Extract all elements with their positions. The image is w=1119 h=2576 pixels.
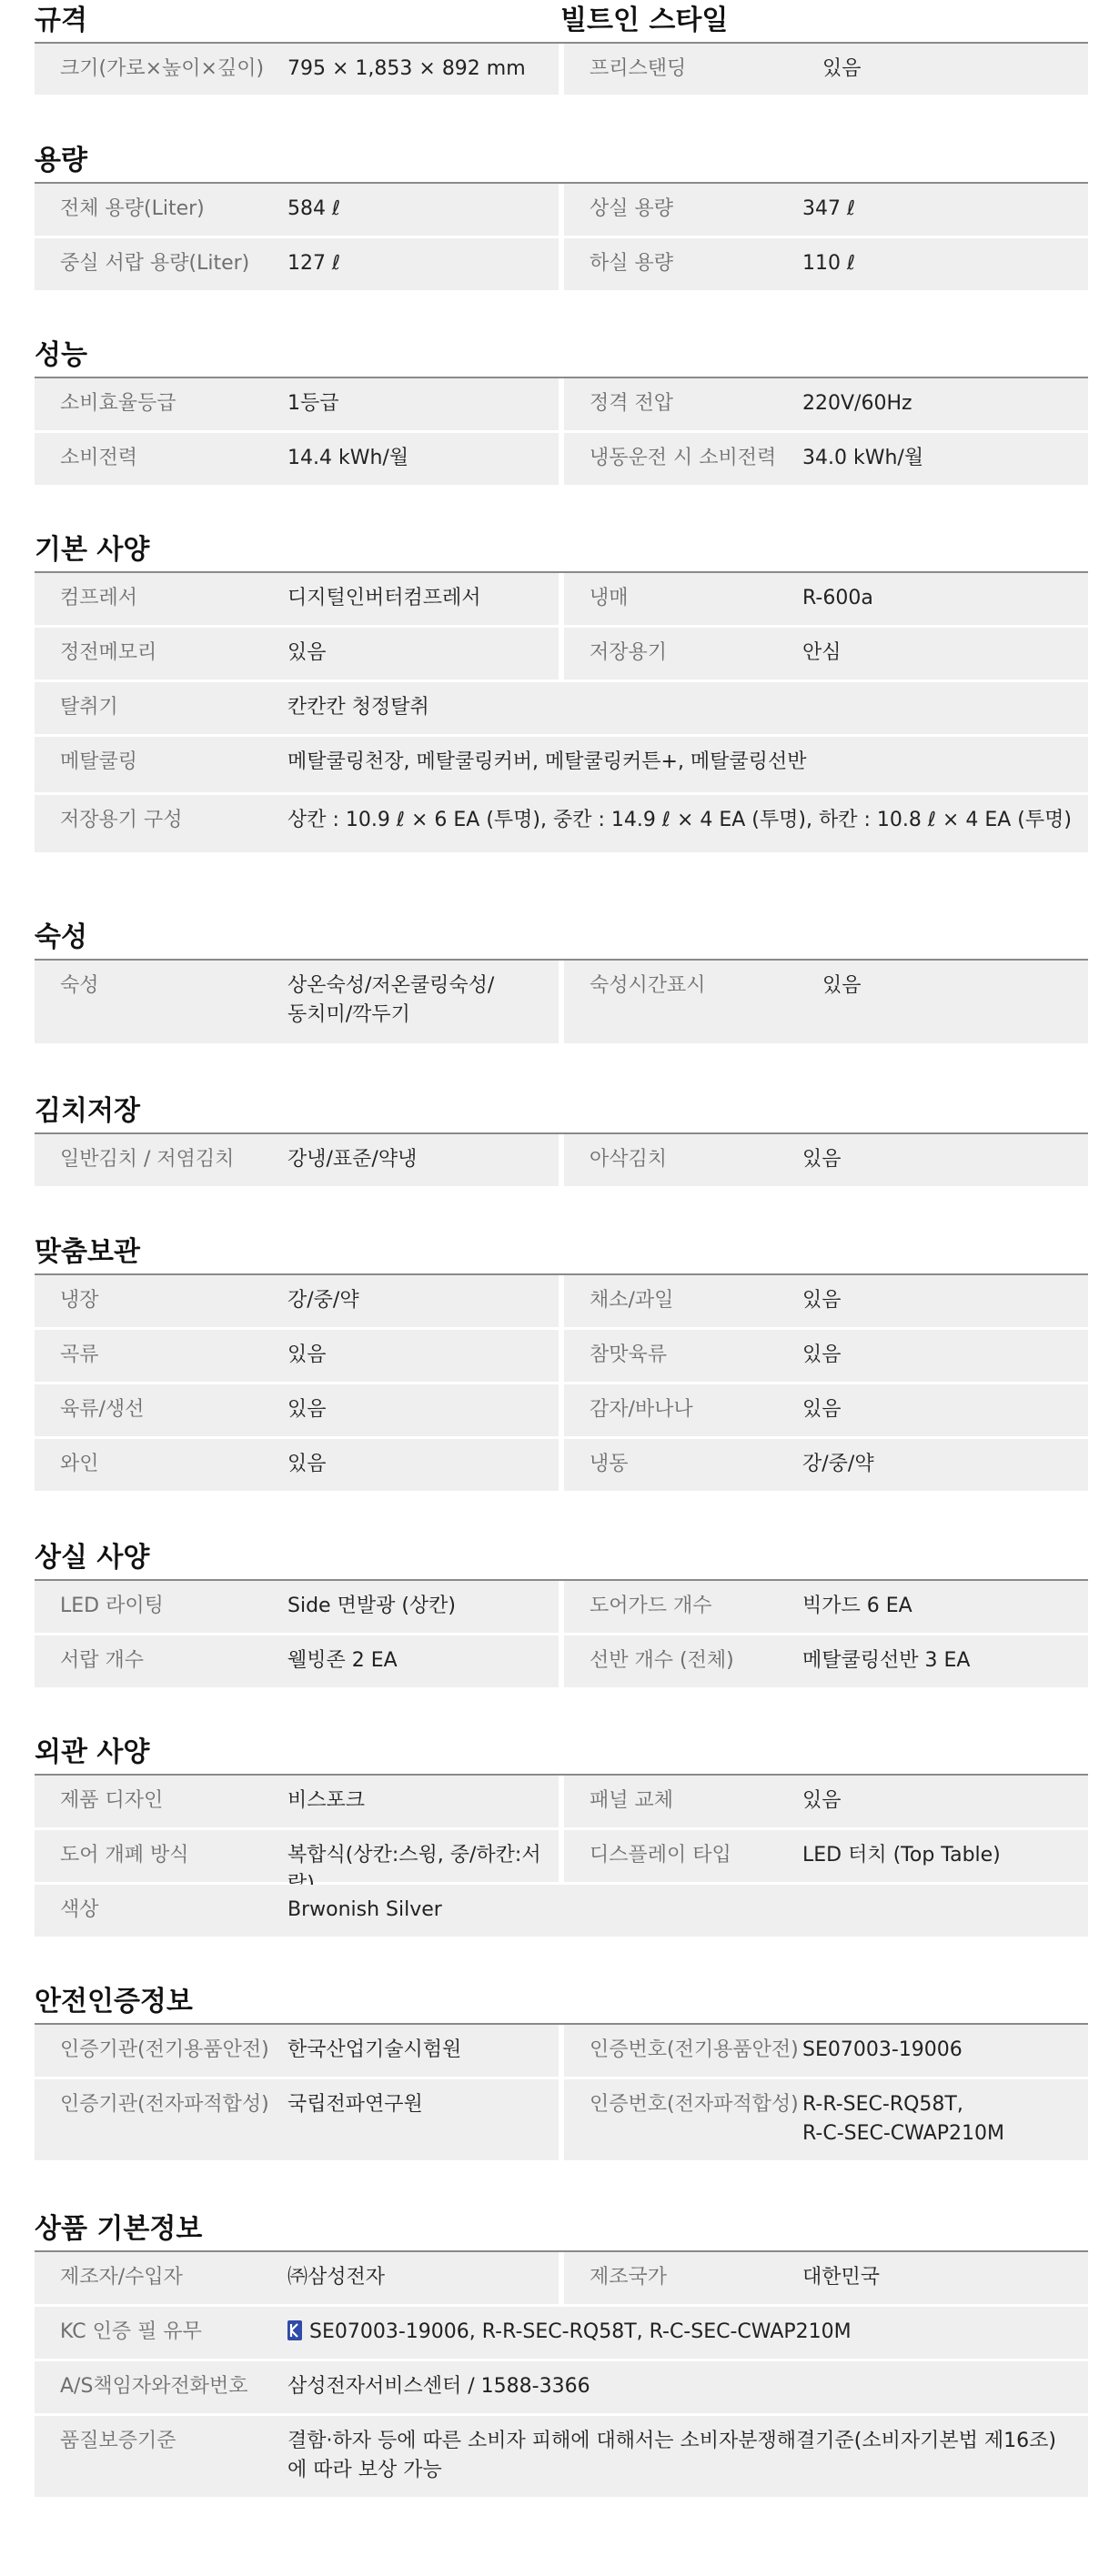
spec-label: 곡류: [60, 1343, 99, 1366]
section-size: [35, 0, 1088, 97]
spec-label: 냉매: [590, 587, 629, 609]
section-title-text: 상실 사양: [35, 1542, 150, 1574]
spec-row: [35, 961, 1088, 1046]
spec-cell: [564, 1830, 1088, 1882]
spec-row: [35, 2079, 1088, 2163]
spec-cell: [35, 1275, 559, 1327]
section-kimchi: [35, 1089, 1088, 1189]
spec-row: [35, 1830, 1088, 1885]
spec-value: [287, 2318, 1088, 2347]
spec-label: 아삭김치: [590, 1148, 668, 1171]
section-title: [35, 1535, 1088, 1581]
spec-cell: [35, 2307, 1088, 2359]
spec-label: 인증번호(전자파적합성): [590, 2093, 799, 2116]
spec-label: 숙성시간표시: [590, 974, 706, 997]
spec-label: 인증기관(전자파적합성): [60, 2093, 269, 2116]
spec-row: [35, 238, 1088, 293]
spec-value: 있음: [287, 1343, 327, 1366]
spec-value-text: SE07003-19006, R-R-SEC-RQ58T, R-C-SEC-CWAP210M: [309, 2320, 852, 2343]
spec-label: 인증번호(전기용품안전): [590, 2038, 799, 2061]
spec-label: 메탈쿨링: [60, 750, 138, 773]
spec-row: [35, 2361, 1088, 2416]
spec-cell: [564, 44, 1088, 95]
spec-cell: [564, 2025, 1088, 2077]
spec-value: 상칸 : 10.9 ℓ × 6 EA (투명), 중칸 : 14.9 ℓ × 4 EA (투명), 하칸 : 10.8 ℓ × 4 EA (투명): [287, 809, 1072, 831]
spec-value: ㈜삼성전자: [287, 2266, 386, 2289]
spec-cell: [35, 2252, 559, 2304]
spec-cell: [564, 433, 1088, 485]
spec-label: 선반 개수 (전체): [590, 1649, 734, 1672]
spec-cell: [35, 433, 559, 485]
spec-cell: [564, 238, 1088, 290]
spec-label: 냉장: [60, 1289, 99, 1312]
spec-label: 소비효율등급: [60, 392, 176, 415]
spec-cell: [564, 1275, 1088, 1327]
spec-label: 도어 개폐 방식: [60, 1844, 189, 1867]
spec-cell: [35, 238, 559, 290]
section-safety: [35, 1979, 1088, 2163]
section-title: [35, 915, 1088, 961]
spec-cell: [35, 1439, 559, 1491]
spec-value: Brwonish Silver: [287, 1898, 442, 1921]
spec-label: 육류/생선: [60, 1398, 145, 1421]
spec-label: 탈취기: [60, 696, 118, 719]
spec-value: 대한민국: [802, 2266, 881, 2289]
spec-label: 도어가드 개수: [590, 1595, 712, 1617]
section-title-text: 성능: [35, 339, 87, 371]
spec-value: 584 ℓ: [287, 197, 341, 220]
spec-cell: [564, 1330, 1088, 1382]
spec-cell: [564, 1384, 1088, 1436]
spec-cell: [564, 1776, 1088, 1827]
section-title-text: 맞춤보관: [35, 1236, 140, 1268]
section-title: [35, 1979, 1088, 2025]
spec-cell: [564, 1439, 1088, 1491]
spec-label: 정전메모리: [60, 641, 157, 664]
spec-value: SE07003-19006: [802, 2038, 963, 2061]
spec-label: 정격 전압: [590, 392, 674, 415]
spec-cell: [564, 1134, 1088, 1186]
spec-value: 1등급: [287, 392, 339, 415]
spec-cell: [564, 628, 1088, 679]
spec-value: 34.0 kWh/월: [802, 447, 924, 469]
spec-value: 있음: [287, 1398, 327, 1421]
spec-label: 하실 용량: [590, 252, 674, 275]
spec-value: 빅가드 6 EA: [802, 1595, 912, 1617]
spec-cell: [35, 1581, 559, 1633]
spec-value: 14.4 kWh/월: [287, 447, 409, 469]
spec-cell: [35, 2079, 559, 2160]
spec-cell: [35, 184, 559, 236]
spec-cell: [35, 2361, 1088, 2413]
section-title-text: 규격: [35, 5, 87, 36]
spec-row: [35, 378, 1088, 433]
section-title-text: 안전인증정보: [35, 1986, 193, 2018]
spec-label: 상실 용량: [590, 197, 674, 220]
spec-cell: [35, 378, 559, 430]
spec-row: [35, 682, 1088, 737]
spec-row: [35, 1885, 1088, 1939]
spec-cell: [35, 1635, 559, 1687]
spec-row: [35, 1384, 1088, 1439]
spec-row: [35, 1275, 1088, 1330]
spec-cell: [35, 573, 559, 625]
spec-label: 컴프레서: [60, 587, 138, 609]
spec-cell: [564, 573, 1088, 625]
spec-row: [35, 2252, 1088, 2307]
spec-cell: [35, 1384, 559, 1436]
spec-label: LED 라이팅: [60, 1595, 164, 1617]
spec-value: 비스포크: [287, 1789, 366, 1812]
section-product: [35, 2207, 1088, 2500]
spec-cell: [564, 961, 1088, 1043]
section-title: [35, 2207, 1088, 2252]
spec-value: 347 ℓ: [802, 197, 856, 220]
section-title: [35, 1730, 1088, 1776]
kc-mark-icon: [287, 2320, 302, 2340]
spec-row: [35, 1439, 1088, 1494]
spec-row: [35, 1330, 1088, 1384]
spec-label: 제품 디자인: [60, 1789, 164, 1812]
spec-label: 일반김치 / 저염김치: [60, 1148, 235, 1171]
spec-value: 있음: [822, 57, 862, 80]
spec-cell: [35, 1134, 559, 1186]
section-custom: [35, 1230, 1088, 1494]
spec-label: 저장용기 구성: [60, 809, 183, 831]
spec-cell: [35, 2416, 1088, 2497]
spec-row: [35, 573, 1088, 628]
spec-value: 있음: [802, 1289, 842, 1312]
spec-value: 있음: [822, 974, 862, 997]
section-title-text: 용량: [35, 145, 87, 176]
spec-label: 제조국가: [590, 2266, 668, 2289]
spec-cell: [35, 2025, 559, 2077]
spec-cell: [35, 682, 1088, 734]
spec-label: 참맛육류: [590, 1343, 668, 1366]
spec-row: [35, 433, 1088, 488]
section-title: [35, 0, 1088, 44]
spec-value: 칸칸칸 청정탈취: [287, 696, 429, 719]
spec-label: 프리스탠딩: [590, 57, 687, 80]
spec-value: 있음: [287, 1453, 327, 1475]
spec-label: 디스플레이 타입: [590, 1844, 731, 1867]
spec-value: 결함·하자 등에 따른 소비자 피해에 대해서는 소비자분쟁해결기준(소비자기본법 제16조) 에 따라 보상 가능: [287, 2430, 1056, 2481]
spec-value: 상온숙성/저온쿨링숙성/ 동치미/깍두기: [287, 974, 495, 1026]
spec-value: 795 × 1,853 × 892 mm: [287, 57, 526, 80]
spec-value: 220V/60Hz: [802, 392, 912, 415]
spec-value: 있음: [802, 1398, 842, 1421]
spec-label: 색상: [60, 1898, 99, 1921]
spec-label: 채소/과일: [590, 1289, 674, 1312]
spec-value: 메탈쿨링천장, 메탈쿨링커버, 메탈쿨링커튼+, 메탈쿨링선반: [287, 750, 807, 773]
spec-value: Side 면발광 (상칸): [287, 1595, 456, 1617]
spec-cell: [564, 1635, 1088, 1687]
spec-cell: [564, 2252, 1088, 2304]
spec-label: 품질보증기준: [60, 2430, 176, 2452]
spec-value: 웰빙존 2 EA: [287, 1649, 398, 1672]
section-title-secondary: 빌트인 스타일: [560, 5, 729, 36]
spec-value: 있음: [802, 1148, 842, 1171]
spec-row: [35, 2025, 1088, 2079]
section-title-text: 김치저장: [35, 1095, 140, 1127]
spec-cell: [564, 1581, 1088, 1633]
spec-value: 한국산업기술시험원: [287, 2038, 462, 2061]
spec-row: [35, 1635, 1088, 1690]
spec-cell: [564, 2079, 1088, 2160]
spec-row: [35, 1581, 1088, 1635]
section-title: [35, 1230, 1088, 1275]
spec-cell: [35, 795, 1088, 852]
spec-value: LED 터치 (Top Table): [802, 1844, 1001, 1867]
section-exterior: [35, 1730, 1088, 1939]
spec-row: [35, 184, 1088, 238]
section-title-text: 외관 사양: [35, 1736, 150, 1768]
spec-value: 있음: [802, 1789, 842, 1812]
spec-label: 제조자/수입자: [60, 2266, 183, 2289]
spec-label: 패널 교체: [590, 1789, 674, 1812]
section-title: [35, 528, 1088, 573]
spec-cell: [35, 628, 559, 679]
spec-value: 안심: [802, 641, 842, 664]
section-title: [35, 1089, 1088, 1134]
spec-label: 숙성: [60, 974, 99, 997]
spec-value: 삼성전자서비스센터 / 1588-3366: [287, 2375, 590, 2398]
section-title: [35, 333, 1088, 378]
spec-value: 메탈쿨링선반 3 EA: [802, 1649, 971, 1672]
section-title-text: 상품 기본정보: [35, 2213, 203, 2245]
section-title-text: 기본 사양: [35, 534, 150, 566]
spec-label: 냉동운전 시 소비전력: [590, 447, 777, 469]
spec-label: 감자/바나나: [590, 1398, 693, 1421]
spec-cell: [35, 737, 1088, 792]
spec-cell: [35, 1330, 559, 1382]
spec-value: 110 ℓ: [802, 252, 856, 275]
spec-label: 크기(가로×높이×깊이): [60, 57, 265, 80]
spec-value: 127 ℓ: [287, 252, 341, 275]
spec-value: 있음: [287, 641, 327, 664]
spec-label: 전체 용량(Liter): [60, 197, 205, 220]
spec-label: 저장용기: [590, 641, 668, 664]
spec-row: [35, 2416, 1088, 2500]
spec-value: 강/중/약: [287, 1289, 359, 1312]
spec-label: 서랍 개수: [60, 1649, 145, 1672]
spec-label: 인증기관(전기용품안전): [60, 2038, 269, 2061]
spec-value: 복합식(상칸:스윙, 중/하칸:서: [287, 1844, 541, 1867]
spec-cell: [35, 44, 559, 95]
section-upper: [35, 1535, 1088, 1690]
spec-row: [35, 628, 1088, 682]
spec-cell: [564, 184, 1088, 236]
section-capacity: [35, 138, 1088, 293]
spec-cell: [35, 1885, 1088, 1937]
section-basic: [35, 528, 1088, 855]
spec-cell: [35, 1830, 559, 1882]
spec-label: A/S책임자와전화번호: [60, 2375, 248, 2398]
spec-row: [35, 795, 1088, 855]
spec-value: 있음: [802, 1343, 842, 1366]
spec-row: [35, 2307, 1088, 2361]
spec-row: [35, 1134, 1088, 1189]
spec-label: KC 인증 필 유무: [60, 2320, 202, 2343]
spec-cell: [35, 1776, 559, 1827]
spec-label: 와인: [60, 1453, 99, 1475]
spec-value: R-R-SEC-RQ58T, R-C-SEC-CWAP210M: [802, 2093, 1004, 2145]
spec-label: 중실 서랍 용량(Liter): [60, 252, 250, 275]
spec-label: 소비전력: [60, 447, 138, 469]
spec-row: [35, 1776, 1088, 1830]
spec-value: 국립전파연구원: [287, 2093, 423, 2116]
section-performance: [35, 333, 1088, 488]
spec-cell: [35, 961, 559, 1043]
spec-value: 강/중/약: [802, 1453, 874, 1475]
section-aging: [35, 915, 1088, 1046]
spec-cell: [564, 378, 1088, 430]
spec-row: [35, 737, 1088, 795]
section-title: [35, 138, 1088, 184]
spec-label: 냉동: [590, 1453, 629, 1475]
section-title-text: 숙성: [35, 921, 87, 953]
spec-row: [35, 44, 1088, 97]
spec-value: 강냉/표준/약냉: [287, 1148, 418, 1171]
spec-value: 디지털인버터컴프레서: [287, 587, 481, 609]
spec-value: R-600a: [802, 587, 873, 609]
